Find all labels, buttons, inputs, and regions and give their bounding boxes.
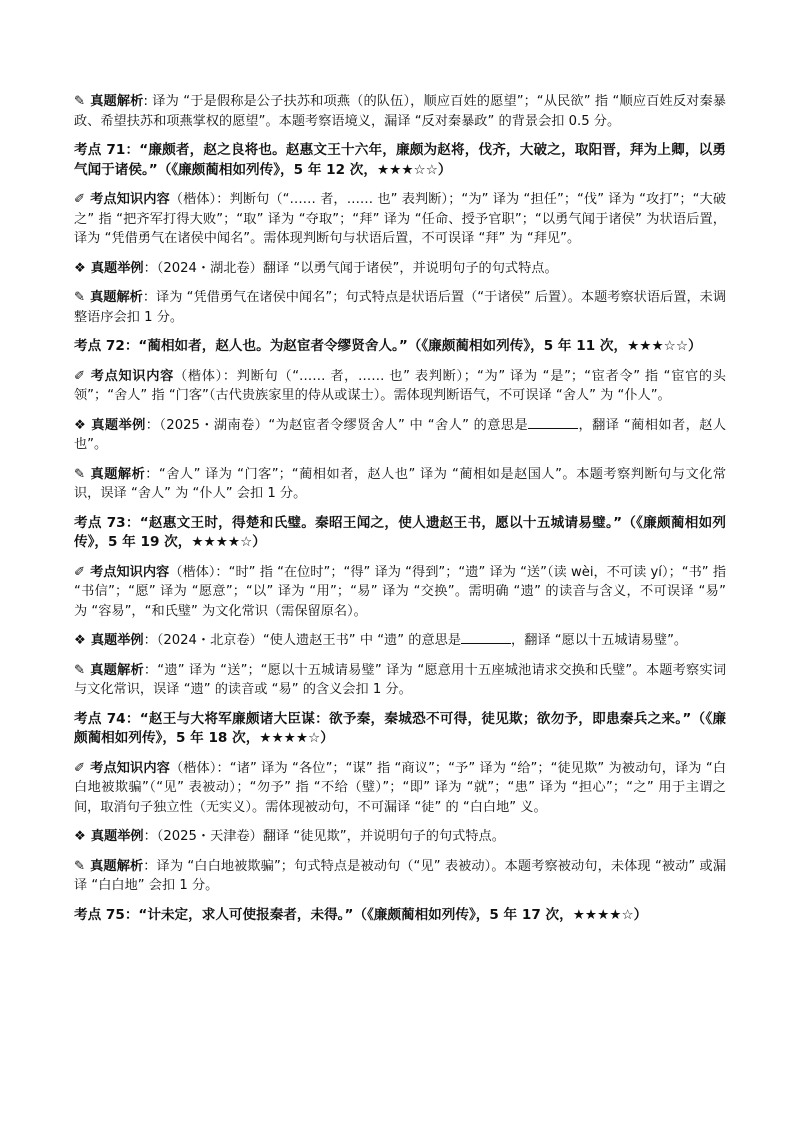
knowledge-label: 考点知识内容 [90,368,174,384]
example-text-continued: ，翻译 “蔺相如者，赵人也”。 [74,417,727,452]
example-label: 真题举例 [90,829,144,844]
knowledge-text: （楷体）：判断句（“…… 者，…… 也” 表判断）；“为” 译为 “是”；“宦者令” 指 “宦官的头领”；“舍人” 指 “门客”（古代贵族家里的侍从或谋士）。需体现判断语气，不可误译 “舍人” 为 “仆人”。 [74,368,726,403]
analysis-label: 真题解析 [90,858,144,874]
diamond-bullet-icon: ❖ [74,417,86,433]
analysis-paragraph [74,465,726,504]
example-text: ：（2024・湖北卷）翻译 “以勇气闻于诸侯”，并说明句子的句式特点。 [143,260,558,276]
analysis-text: ：译为 “凭借勇气在诸侯中闻名”；句式特点是状语后置（“于诸侯” 后置）。本题考察状语后置，未调整语序会扣 1 分。 [74,290,727,325]
analysis-text: ：“舍人” 译为 “门客”；“蔺相如者，赵人也” 译为 “蔺相如是赵国人”。本题考察判断句与文化常识，误译 “舍人” 为 “仆人” 会扣 1 分。 [74,466,727,501]
example-text: ：（2025・天津卷）翻译 “徒见欺”，并说明句子的句式特点。 [143,829,505,844]
topic-text: ：“赵惠文王时，得楚和氏璧。秦昭王闻之，使人遗赵王书，愿以十五城请易璧。”（《廉颇蔺相如列传》，5 年 19 次，★★★★☆） [74,514,727,550]
analysis-paragraph [74,661,726,700]
example-text-continued: ，翻译 “愿以十五城请易璧”。 [511,633,688,648]
answer-blank [528,416,578,429]
knowledge-label: 考点知识内容 [90,192,170,207]
pencil-icon: ✐ [74,760,86,776]
diamond-bullet-icon: ❖ [74,829,86,844]
topic-text: ：“廉颇者，赵之良将也。赵惠文王十六年，廉颇为赵将，伐齐，大破之，取阳晋，拜为上卿，以勇气闻于诸侯。”（《廉颇蔺相如列传》，5 年 12 次，★★★☆☆） [74,142,726,178]
pencil-icon: ✐ [74,368,86,384]
example-text: ：（2025・湖南卷）“为赵宦者令缪贤舍人” 中 “舍人” 的意思是 [145,417,529,433]
analysis-label: 真题解析 [90,94,144,109]
analysis-label: 真题解析 [90,290,143,305]
example-paragraph [74,827,726,847]
analysis-paragraph [74,857,726,896]
topic-heading [74,710,726,749]
example-label: 真题举例 [90,260,144,276]
pen-icon: ✎ [74,466,86,482]
knowledge-text: （楷体）：判断句（“…… 者，…… 也” 表判断）；“为” 译为 “担任”；“伐” 译为 “攻打”；“大破之” 指 “把齐军打得大败”；“取” 译为 “夺取”；“拜” 译为 “任命、授予官职”；“以勇气闻于诸侯” 为状语后置，译为 “凭借勇气在诸侯中闻名”。需体现判断句与状语后置，不可误译 “拜” 为 “拜见”。 [74,192,727,246]
topic-heading [74,514,726,553]
pen-icon: ✎ [74,290,86,305]
knowledge-text: （楷体）：“时” 指 “在位时”；“得” 译为 “得到”；“遗” 译为 “送”（读 wèi，不可读 yí）；“书” 指 “书信”；“愿” 译为 “愿意”；“以” 译为 “用”；“易” 译为 “交换”。需明确 “遗” 的读音与含义，不可误译 “易” 为 “容易”，“和氏璧” 为文化常识（需保留原名）。 [74,564,727,619]
analysis-paragraph [74,92,726,131]
example-label: 真题举例 [90,633,144,648]
pencil-icon: ✐ [74,192,86,207]
example-text: ：（2024・北京卷）“使人遗赵王书” 中 “遗” 的意思是 [143,633,462,648]
knowledge-paragraph [74,367,726,406]
topic-number: 考点 74 [74,710,126,727]
answer-blank [461,631,511,644]
pen-icon: ✎ [74,858,86,874]
diamond-bullet-icon: ❖ [74,633,86,648]
analysis-label: 真题解析 [90,466,146,482]
topic-heading [74,141,726,180]
topic-heading [74,337,726,357]
analysis-label: 真题解析 [90,662,144,678]
topic-number: 考点 75 [74,906,125,923]
diamond-bullet-icon: ❖ [74,260,86,276]
topic-number: 考点 72 [74,338,125,354]
knowledge-paragraph [74,759,726,818]
example-paragraph [74,631,726,651]
document-page [74,92,726,935]
pen-icon: ✎ [74,662,86,678]
analysis-text: ：“遗” 译为 “送”；“愿以十五城请易璧” 译为 “愿意用十五座城池请求交换和氏璧”。本题考察实词与文化常识，误译 “遗” 的读音或 “易” 的含义会扣 1 分。 [74,662,727,697]
analysis-text: : 译为 “于是假称是公子扶苏和项燕（的队伍），顺应百姓的愿望”；“从民欲” 指 “顺应百姓反对秦暴政、希望扶苏和项燕掌权的愿望”。本题考察语境义，漏译 “反对秦暴政” 的背景会扣 0.5 分。 [74,94,726,129]
pencil-icon: ✐ [74,564,86,580]
knowledge-label: 考点知识内容 [90,564,170,580]
example-paragraph [74,416,726,455]
topic-text: ：“计未定，求人可使报秦者，未得。”（《廉颇蔺相如列传》，5 年 17 次，★★★★☆） [124,906,648,923]
topic-number: 考点 73 [74,514,126,531]
pen-icon: ✎ [74,94,86,109]
analysis-text: ：译为 “白白地被欺骗”；句式特点是被动句（“见” 表被动）。本题考察被动句，未体现 “被动” 或漏译 “白白地” 会扣 1 分。 [74,858,727,893]
example-label: 真题举例 [90,417,146,433]
topic-number: 考点 71 [74,142,126,158]
topic-text: ：“蔺相如者，赵人也。为赵宦者令缪贤舍人。”（《廉颇蔺相如列传》，5 年 11 次，★★★☆☆） [124,338,702,354]
knowledge-paragraph [74,190,726,249]
example-paragraph [74,259,726,279]
topic-text: ：“赵王与大将军廉颇诸大臣谋：欲予秦，秦城恐不可得，徒见欺；欲勿予，即患秦兵之来。”（《廉颇蔺相如列传》，5 年 18 次，★★★★☆） [74,710,727,746]
knowledge-paragraph [74,563,726,622]
knowledge-text: （楷体）：“诸” 译为 “各位”；“谋” 指 “商议”；“予” 译为 “给”；“徒见欺” 为被动句，译为 “白白地被欺骗”（“见” 表被动）；“勿予” 指 “不给（璧）”；“即” 译为 “就”；“患” 译为 “担心”；“之” 用于主谓之间，取消句子独立性（无实义）。需体现被动句，不可漏译 “徒” 的 “白白地” 义。 [74,760,727,815]
analysis-paragraph [74,288,726,327]
topic-heading [74,906,726,926]
knowledge-label: 考点知识内容 [90,760,170,776]
